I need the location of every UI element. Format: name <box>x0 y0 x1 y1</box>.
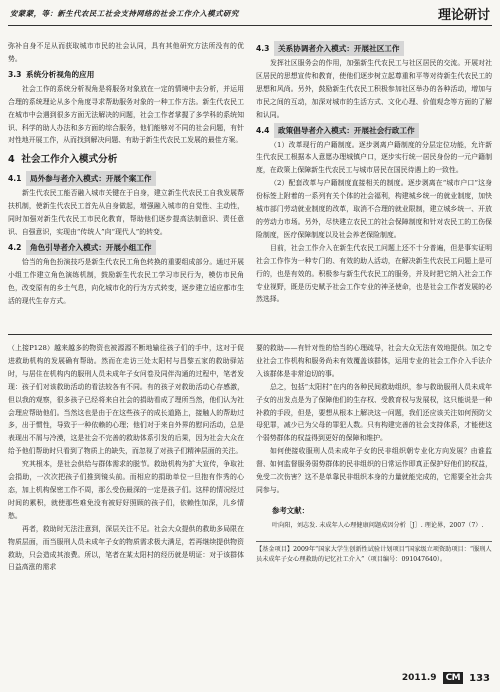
running-title: 安蒙蒙，等：新生代农民工社会支持网络的社会工作介入模式研究 <box>10 9 239 18</box>
reference-item: 叶向阳，刘志发. 未成年人心理健康问题成因分析［J］. 理论界，2007（7）. <box>272 521 484 529</box>
header-rule <box>8 25 492 26</box>
paragraph: （上接P128）越来越多的物资也被源源不断地输往孩子们的手中，这对于促进救助机构的发展确有帮助。然而在走访三处太阳村与昌黎五家的救助驿站时，与居住在机构内的服刑人员未成年子女问卷及同伴沟通的过程中，笔者发现：孩子们对该救助活动的看法较各有不同。有的孩子对救助活动心存感激，但以我的观察，很多孩子已经将来自社会的捐助看成了理所当然，他们认为社会理应帮助他们。当然这也是由于在这些孩子的成长道路上，接触人的帮助过多，出于惯性，导致于一种依赖的心理；他们对于来自外界的慰问活动，总是表现出不屑与冷漠，这是社会不完善的救助体系引发的后果，因为社会大众在给予他们帮助时只看到了物质上的缺失，而忽视了对孩子们精神层面的关注。 <box>8 344 244 456</box>
paragraph: 总之，包括“太阳村”在内的各种民间救助组织，参与救助服刑人员未成年子女的出发点是为了保障他们的生存权、受教育权与发展权，这只能说是一种补救的手段，但是，要想从根本上解决这一问题，我们还应该关注如何预防父母犯罪，减少已为父母的罪犯人数。只有构建完善的社会支持体系，才能使这个弱势群体的权益得到更好的保障和维护。 <box>256 382 492 443</box>
section-heading-4-1: 4.1 局外参与者介入模式：开展个案工作 <box>8 171 244 186</box>
paragraph: （2）配套改革与户籍制度直接相关的制度。逐步剥离在“城市户口”这身份标签上附着的一系列有关个体的社会福利，构建城乡统一的就业制度，加快城市部门劳动就业制度的改革，取消不合理的就业限制，建立城乡统一、开放的劳动力市场。另外，尽快建立农民工的社会保障制度和针对农民工的工伤保险制度，医疗保障制度以及社会养老保险制度。 <box>256 179 492 239</box>
paragraph: 社会工作的系统分析视角是将服务对象放在一定的情境中去分析，并运用合理的系统理论从多个角度寻求帮助服务对象的一种工作方法。新生代农民工在城市中会遇到很多方面无法解决的问题，社会工作者掌握了多学科的系统知识、科学的助人办法和多方面的综合服务，他们能够对不同的社会问题，有针对性地开展工作，从而找到解决问题、有助于新生代农民工发展的最佳方案。 <box>8 84 244 145</box>
top-left-column <box>8 40 244 330</box>
page-number: 133 <box>469 672 490 684</box>
paragraph: 新生代农民工能否融入城市关键在于自身，建立新生代农民工自我发展帮扶机制，使新生代农民工首先从自身做起，增强融入城市的自觉性、主动性，同时加强对新生代农民工市民化教育，帮助他们逐步提高法制意识、责任意识、自强意识，实现由“传统人”向“现代人”的转变。 <box>8 189 244 237</box>
paragraph: （1）改革现行的户籍制度。逐步剥离户籍制度的分层定位功能，允许新生代农民工根据本人意愿办理城镇户口，逐步实行统一居民身份的一元户籍制度，在政策上保障新生代农民工与城市居民在国民待遇上的一致性。 <box>256 140 492 175</box>
section-heading-4-3: 4.3 关系协调者介入模式：开展社区工作 <box>256 41 492 56</box>
paragraph: 如何使接收服刑人员未成年子女的民非组织朝专业化方向发展？由谁监督、如何监督服务弱势群体的民非组织的日常运作即真正保护好他们的权益，免受二次伤害？这不是单靠民非组织本身的力量就能完成的，它需要全社会共同参与。 <box>256 447 492 494</box>
paragraph: 恰当的角色扮演技巧是新生代农民工角色转换的重要组成部分。通过开展小组工作建立角色演练机制，鼓励新生代农民工学习市民行为，模仿市民角色，改变原有的乡土气息，向化城市化的行为方式转变，逐步建立适应都市生活的现代生存方式。 <box>8 257 244 305</box>
paragraph: 要的救助——有针对性的恰当的心理疏导，社会大众无法有效地提供。加之专业社会工作机构和服务尚未有效覆盖该群体，运用专业的社会工作介入手法介入该群体是非常迫切的事。 <box>256 344 492 378</box>
references-title: 参考文献： <box>272 505 309 515</box>
section-heading-4: 4 社会工作介入模式分析 <box>8 154 118 166</box>
mid-rule <box>8 334 492 335</box>
paragraph: 目前，社会工作介入在新生代农民工问题上还不十分普遍，但是事实证明社会工作作为一种专门的、有效的助人活动，在解决新生代农民工问题上是可行的，也是有效的。积极参与新生代农民工的服务，并及时把它纳入社会工作专业视野，既是历史赋予社会工作专业的神圣使命，也是社会工作者发展的必然选择。 <box>256 243 492 304</box>
journal-logo: CM <box>443 672 464 684</box>
page-footer <box>402 670 490 686</box>
section-heading-4-4: 4.4 政策倡导者介入模式：开展社会行政工作 <box>256 123 492 138</box>
bottom-left-column <box>8 342 244 664</box>
section-tag: 理论研讨 <box>437 8 490 23</box>
issue-date: 2011.9 <box>401 673 437 683</box>
section-heading-4-2: 4.2 角色引导者介入模式：开展小组工作 <box>8 240 244 255</box>
paragraph: 究其根本，是社会供给与群体需求的脱节。救助机构为扩大宣传，争取社会捐助，一次次把孩子们推到镜头前。而相应的捐助单位一旦抱有作秀的心态，加上机构保密工作不周，那么受伤最深的一定是孩子们。这样的情况经过时间的累积，就使那些难免没有被好好照顾的孩子们，依赖性加深，儿乡情愁。 <box>8 460 244 520</box>
paragraph: 再者，救助时无法注意到，深层关注不足。社会大众提供的救助多局限在物质层面，而当服刑人员未成年子女的物质需求极大满足，若再继续提供物资救助，只会造成其浪费。所以，笔者在某太阳村的经历就是明证：对于该群体日益高涨的需求 <box>8 524 244 572</box>
section-heading-3-3: 3.3 系统分析视角的应用 <box>8 69 95 79</box>
paragraph: 发挥社区服务会的作用，加强新生代农民工与社区居民的交流。开展对社区居民的思想宣传和教育，使他们逐步树立起尊重和平等对待新生代农民工的思想和风尚。另外，鼓励新生代农民工积极参加社区举办的各种活动，增加与市民之间的互动，加深对城市的生活方式、文化心理、价值观念等方面的了解和认同。 <box>256 59 492 119</box>
funding-note: 【基金项目】2009年“国家大学生创新性试验计划项目”国家级立项资助项目：“服刑人员未成年子女心理救助的记忆社工介入”（项目编号：091047640）。 <box>256 541 492 566</box>
bottom-right-column <box>256 342 492 664</box>
paragraph: 弥补自身不足从而获取城市市民的社会认同，具有其他研究方法所没有的优势。 <box>8 42 244 63</box>
running-header <box>8 4 492 24</box>
top-right-column <box>256 40 492 330</box>
